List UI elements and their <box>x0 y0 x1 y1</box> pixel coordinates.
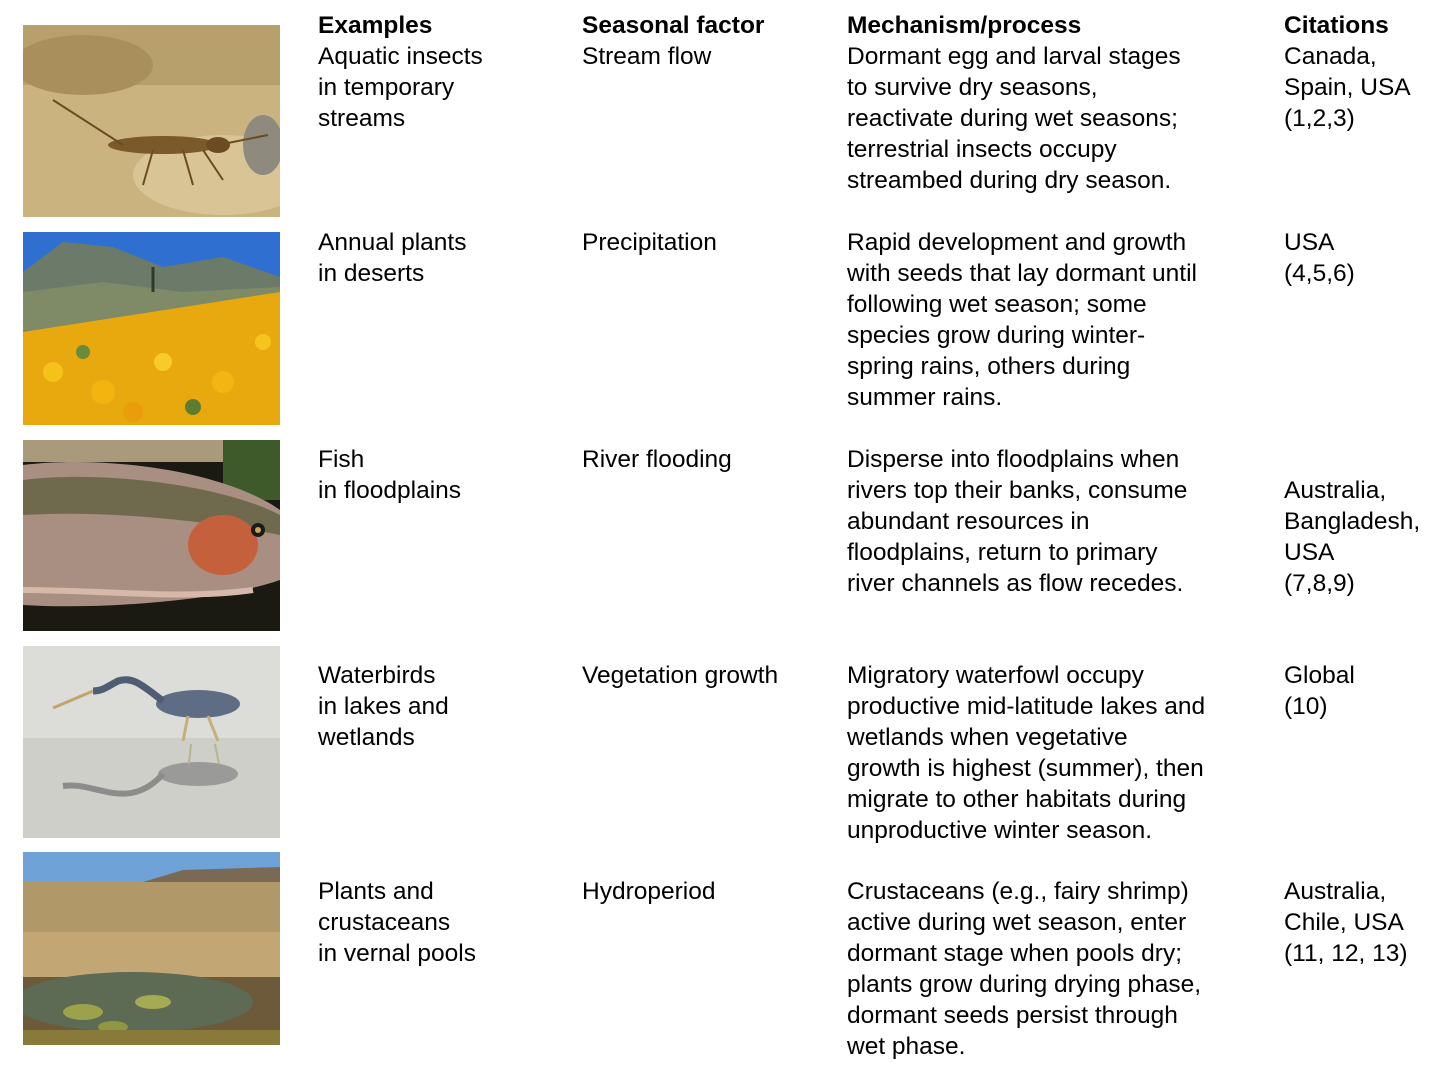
row5-factor: Hydroperiod <box>582 878 716 905</box>
row4-factor: Vegetation growth <box>582 662 779 689</box>
vernal-pool-photo <box>23 852 280 1045</box>
header-seasonal-factor: Seasonal factor <box>582 12 765 39</box>
row3-factor: River flooding <box>582 446 732 473</box>
header-mechanism: Mechanism/process <box>847 12 1082 39</box>
row4-citations: Global (10) <box>1284 662 1355 720</box>
heron-photo <box>23 646 280 838</box>
row5-citations: Australia, Chile, USA (11, 12, 13) <box>1284 878 1408 967</box>
trout-photo <box>23 440 280 631</box>
row5-example: Plants and crustaceans in vernal pools <box>318 878 476 967</box>
aquatic-insect-photo <box>23 25 280 217</box>
row1-mechanism: Dormant egg and larval stages to survive dry seasons, reactivate during wet seasons; terrestrial insects occupy streambed during dry season. <box>847 43 1181 194</box>
row2-example: Annual plants in deserts <box>318 229 467 287</box>
row1-example: Aquatic insects in temporary streams <box>318 43 483 132</box>
header-examples: Examples <box>318 12 433 39</box>
row3-example: Fish in floodplains <box>318 446 462 504</box>
row2-citations: USA (4,5,6) <box>1284 229 1355 287</box>
row3-mechanism: Disperse into floodplains when rivers top their banks, consume abundant resources in floodplains, return to primary river channels as flow recedes. <box>847 446 1188 597</box>
row4-example: Waterbirds in lakes and wetlands <box>318 662 449 751</box>
row3-citations: Australia, Bangladesh, USA (7,8,9) <box>1284 477 1421 597</box>
row1-citations: Canada, Spain, USA (1,2,3) <box>1284 43 1411 132</box>
row4-mechanism: Migratory waterfowl occupy productive mid-latitude lakes and wetlands when vegetative growth is highest (summer), then migrate to other habitats during unproductive winter season. <box>847 662 1206 844</box>
row2-factor: Precipitation <box>582 229 717 256</box>
row5-mechanism: Crustaceans (e.g., fairy shrimp) active during wet season, enter dormant stage when pools dry; plants grow during drying phase, dormant seeds persist through wet phase. <box>847 878 1202 1060</box>
desert-poppies-photo <box>23 232 280 425</box>
row2-mechanism: Rapid development and growth with seeds that lay dormant until following wet season; some species grow during winter- spring rains, others during summer rains. <box>847 229 1197 411</box>
row1-factor: Stream flow <box>582 43 712 70</box>
header-citations: Citations <box>1284 12 1389 39</box>
